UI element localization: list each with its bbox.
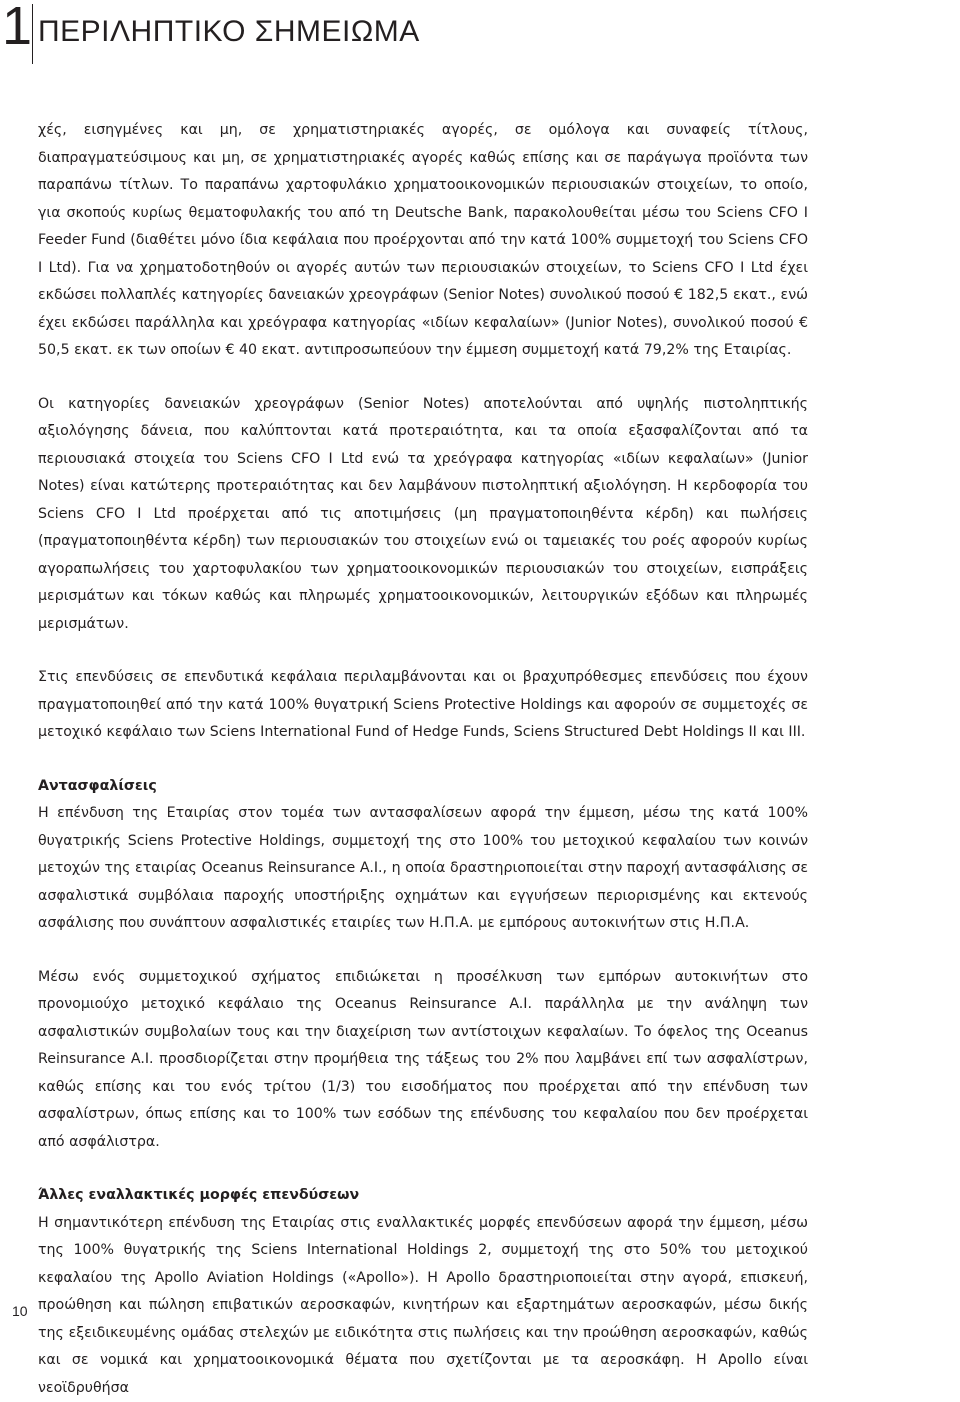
paragraph-senior-notes: Οι κατηγορίες δανειακών χρεογράφων (Senior Notes) αποτελούνται από υψηλής πιστοληπτικής αξιολόγησης δάνεια, που καλύπτονται κατά προτεραιότητα, και τα οποία εξασφαλίζονται από τα περιουσιακά στοιχεία του Sciens CFO I Ltd ενώ τα χρεόγραφα κατηγορίας «ιδίων κεφαλαίων» (Junior Notes) είναι κατώτερης προτεραιότητας και δεν λαμβάνουν πιστοληπτική αξιολόγηση. Η κερδοφορία του Sciens CFO I Ltd προέρχεται από τις αποτιμήσεις (μη πραγματοποιηθέντα κέρδη) και πωλήσεις (πραγματοποιηθέντα κέρδη) των περιουσιακών του στοιχείων ενώ οι ταμειακές του ροές αφορούν κυρίως αγοραπωλήσεις του χαρτοφυλακίου των χρηματοοικονομικών περιουσιακών του στοιχείων, εισπράξεις μερισμάτων και τόκων καθώς και πληρωμές χρηματοοικονομικών, λειτουργικών εξόδων και πληρωμές μερισμάτων.	[38, 391, 808, 639]
chapter-title: ΠΕΡΙΛΗΠΤΙΚΟ ΣΗΜΕΙΩΜΑ	[38, 14, 420, 50]
paragraph-funds-portfolio: χές, εισηγμένες και μη, σε χρηματιστηριακές αγορές, σε ομόλογα και συναφείς τίτλους, διαπραγματεύσιμους και μη, σε χρηματιστηριακές αγορές καθώς επίσης και σε παράγωγα προϊόντα των παραπάνω τίτλων. Το παραπάνω χαρτοφυλάκιο χρηματοοικονομικών περιουσιακών στοιχείων, το οποίο, για σκοπούς κυρίως θεματοφυλακής του από τη Deutsche Bank, παρακολουθείται μέσω του Sciens CFO I Feeder Fund (διαθέτει μόνο ίδια κεφάλαια που προέρχονται από την κατά 100% συμμετοχή του Sciens CFO I Ltd). Για να χρηματοδοτηθούν οι αγορές αυτών των περιουσιακών στοιχείων, το Sciens CFO I Ltd έχει εκδώσει πολλαπλές κατηγορίες δανειακών χρεογράφων (Senior Notes) συνολικού ποσού € 182,5 εκατ., ενώ έχει εκδώσει παράλληλα και χρεόγραφα κατηγορίας «ιδίων κεφαλαίων» (Junior Notes), συνολικού ποσού € 50,5 εκατ. εκ των οποίων € 40 εκατ. αντιπροσωπεύουν την έμμεση συμμετοχή κατά 79,2% της Εταιρίας.	[38, 117, 808, 365]
paragraph-reinsurance: Η επένδυση της Εταιρίας στον τομέα των αντασφαλίσεων αφορά την έμμεση, μέσω της κατά 100% θυγατρικής Sciens Protective Holdings, συμμετοχή της στο 100% του μετοχικού κεφαλαίου των κοινών μετοχών της εταιρίας Oceanus Reinsurance A.I., η οποία δραστηριοποιείται στην παροχή αντασφάλισης σε ασφαλιστικά συμβόλαια παροχής υποστήριξης οχημάτων και εγγυήσεων περιορισμένης και εκτενούς ασφάλισης που συνάπτουν ασφαλιστικές εταιρίες των Η.Π.Α. με εμπόρους αυτοκινήτων στις Η.Π.Α.	[38, 800, 808, 938]
paragraph-oceanus-scheme: Μέσω ενός συμμετοχικού σχήματος επιδιώκεται η προσέλκυση των εμπόρων αυτοκινήτων στο προνομιούχο μετοχικό κεφάλαιο της Oceanus Reinsurance A.I. παράλληλα με την ανάληψη των ασφαλιστικών συμβολαίων τους και την διαχείριση των αντίστοιχων κεφαλαίων. Το όφελος της Oceanus Reinsurance A.I. προσδιορίζεται στην προμήθεια της τάξεως του 2% που λαμβάνει επί των ασφαλίστρων, καθώς επίσης και του ενός τρίτου (1/3) του εισοδήματος που προέρχεται από την επένδυση των ασφαλίστρων, όπως επίσης και το 100% των εσόδων της επένδυσης του κεφαλαίου που δεν προέρχεται από ασφάλιστρα.	[38, 964, 808, 1157]
paragraph-apollo: Η σημαντικότερη επένδυση της Εταιρίας στις εναλλακτικές μορφές επενδύσεων αφορά την έμμεση, μέσω της 100% θυγατρικής της Sciens International Holdings 2, συμμετοχή της στο 50% του μετοχικού κεφαλαίου της Apollo Aviation Holdings («Apollo»). Η Apollo δραστηριοποιείται στην αγορά, επισκευή, προώθηση και πώληση επιβατικών αεροσκαφών, κινητήρων και εξαρτημάτων αεροσκαφών, μέσω δικής της εξειδικευμένης ομάδας στελεχών με ειδικότητα στις πωλήσεις και την προώθηση αεροσκαφών, καθώς και σε νομικά και χρηματοοικονομικά θέματα που σχετίζονται με τα αεροσκάφη. Η Apollo είναι νεοϊδρυθήσα	[38, 1210, 808, 1402]
chapter-divider	[32, 4, 33, 64]
page-header	[0, 0, 960, 70]
page-number: 10	[12, 1303, 28, 1319]
body-text	[38, 117, 808, 1402]
heading-alternative-investments: Άλλες εναλλακτικές μορφές επενδύσεων	[38, 1182, 808, 1210]
heading-reinsurance: Αντασφαλίσεις	[38, 773, 808, 801]
paragraph-short-term-investments: Στις επενδύσεις σε επενδυτικά κεφάλαια περιλαμβάνονται και οι βραχυπρόθεσμες επενδύσεις που έχουν πραγματοποιηθεί από την κατά 100% θυγατρική Sciens Protective Holdings και αφορούν σε συμμετοχές σε μετοχικό κεφάλαιο των Sciens International Fund of Hedge Funds, Sciens Structured Debt Holdings II και III.	[38, 664, 808, 747]
chapter-number: 1	[2, 0, 31, 56]
